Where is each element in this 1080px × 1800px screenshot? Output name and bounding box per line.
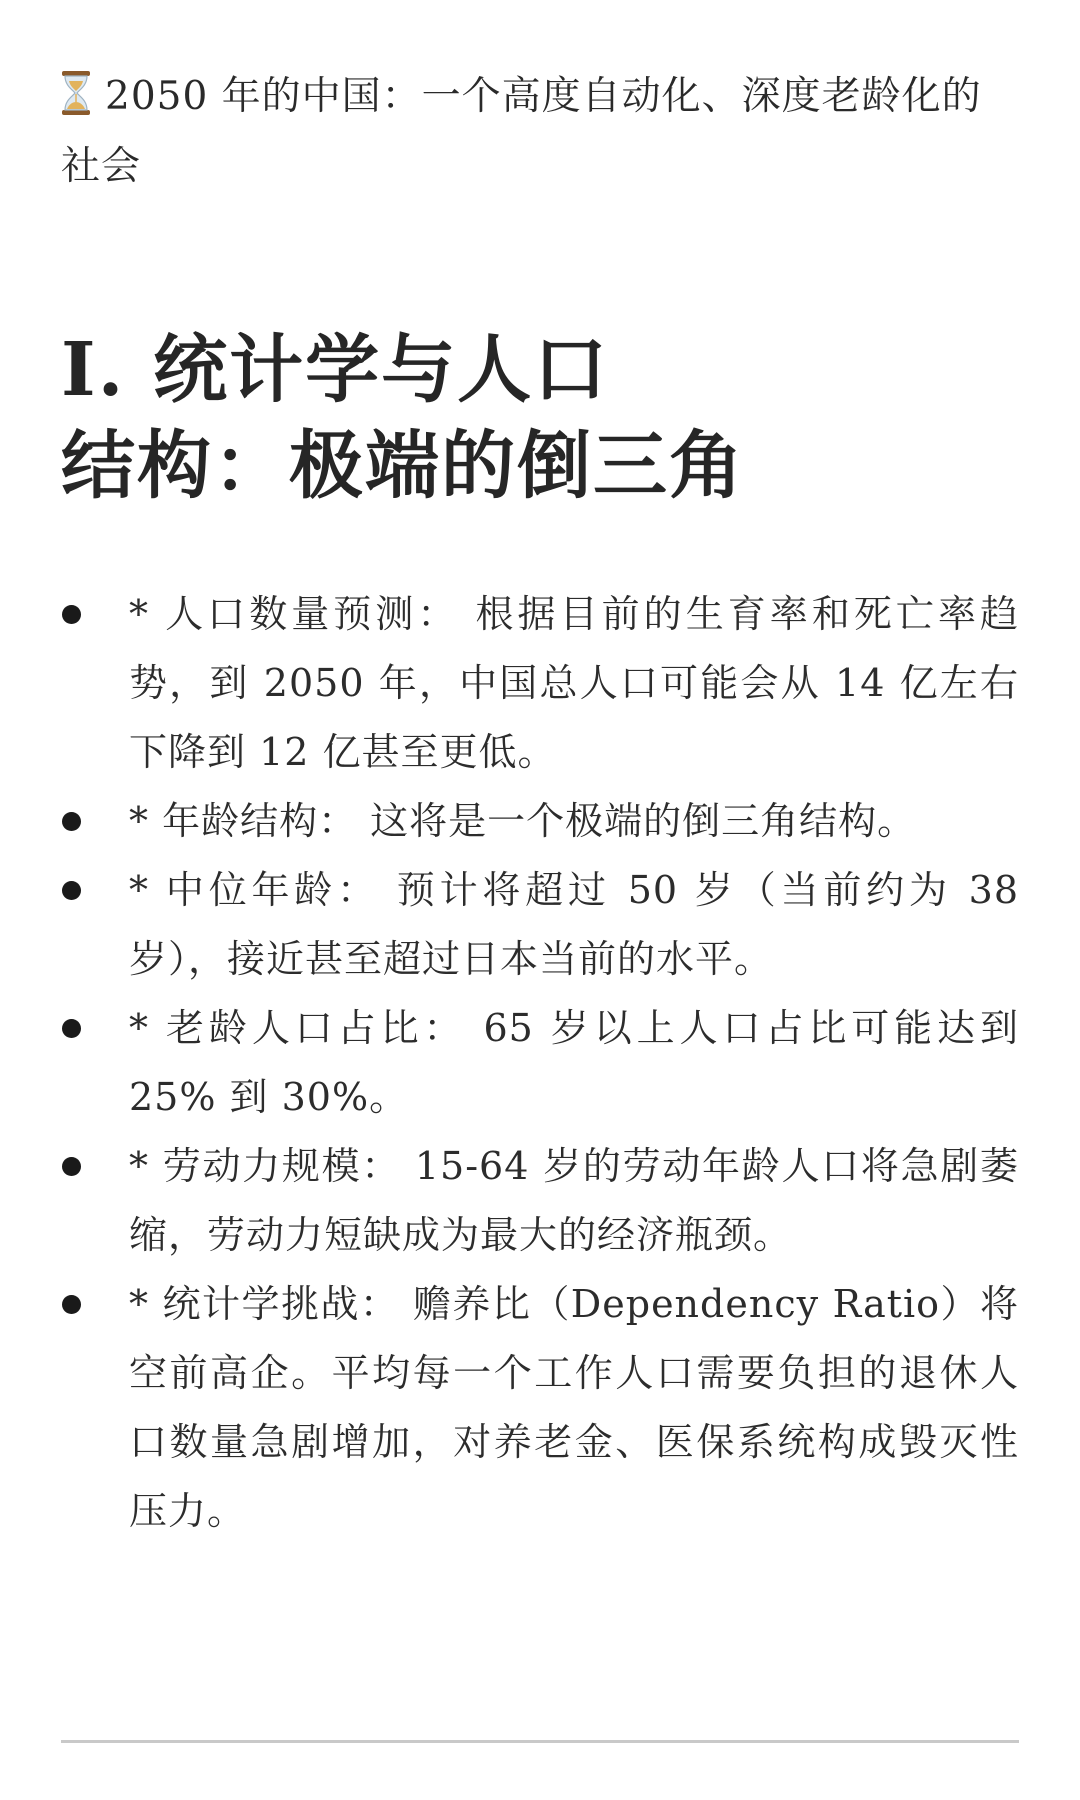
list-item-text: * 年龄结构： 这将是一个极端的倒三角结构。 [129, 799, 917, 843]
section-heading-line-1: I. 统计学与人口 [61, 327, 610, 413]
bullet-dot-icon [62, 1295, 81, 1314]
list-item-text: * 统计学挑战： 赡养比（Dependency Ratio）将空前高企。平均每一个工作人口需要负担的退休人口数量急剧增加，对养老金、医保系统构成毁灭性压力。 [129, 1282, 1019, 1533]
divider-line [61, 1740, 1019, 1743]
intro-paragraph [61, 62, 1019, 202]
list-item [61, 1132, 1019, 1270]
list-item [61, 580, 1019, 787]
list-item-text: * 老龄人口占比： 65 岁以上人口占比可能达到 25% 到 30%。 [129, 1006, 1019, 1119]
bullet-dot-icon [62, 1019, 81, 1038]
bullet-list [61, 580, 1019, 1546]
bullet-dot-icon [62, 812, 81, 831]
section-heading-line-2: 结构：极端的倒三角 [61, 423, 745, 509]
intro-text: 2050 年的中国：一个高度自动化、深度老龄化的社会 [61, 74, 982, 189]
article [61, 0, 1019, 1800]
list-item-text: * 人口数量预测： 根据目前的生育率和死亡率趋势，到 2050 年，中国总人口可能会从 14 亿左右下降到 12 亿甚至更低。 [129, 592, 1019, 774]
list-item-text: * 劳动力规模： 15-64 岁的劳动年龄人口将急剧萎缩，劳动力短缺成为最大的经济瓶颈。 [129, 1144, 1019, 1257]
section-heading [61, 322, 961, 514]
bullet-dot-icon [62, 1157, 81, 1176]
list-item [61, 856, 1019, 994]
list-item-text: * 中位年龄： 预计将超过 50 岁（当前约为 38 岁），接近甚至超过日本当前的水平。 [129, 868, 1019, 981]
list-item [61, 994, 1019, 1132]
bullet-dot-icon [62, 881, 81, 900]
list-item [61, 787, 1019, 856]
list-item [61, 1270, 1019, 1546]
bullet-dot-icon [62, 605, 81, 624]
hourglass-icon [61, 71, 91, 115]
